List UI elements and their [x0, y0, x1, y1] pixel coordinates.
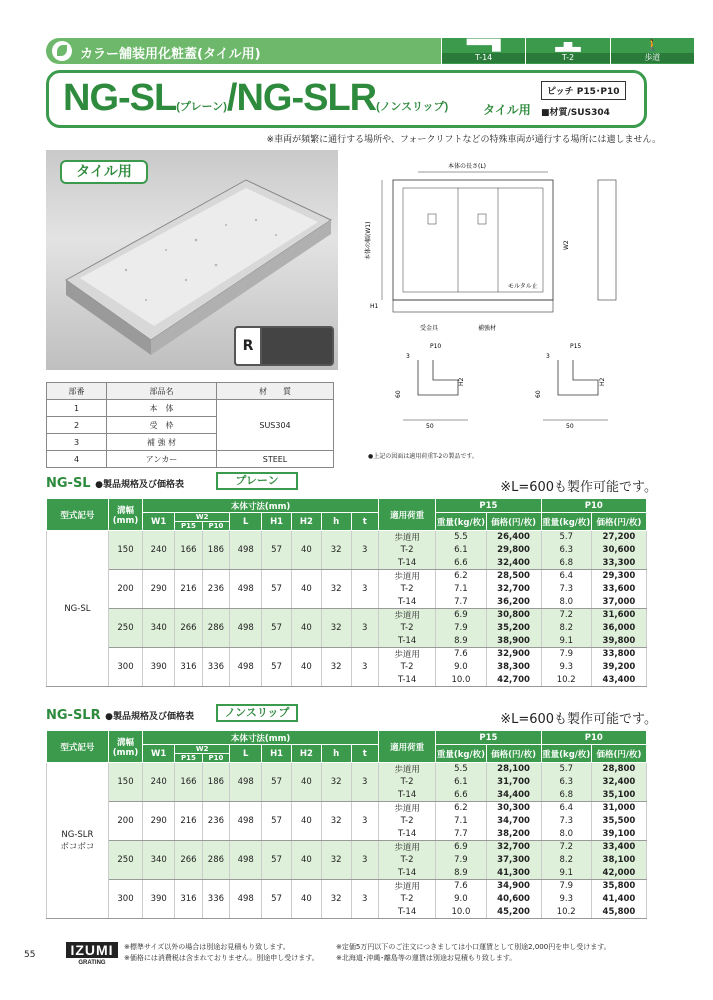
technical-drawing [358, 150, 648, 460]
label-dim-60a: 60 [395, 390, 402, 398]
pedestrian-icon: 🚶 [645, 39, 660, 52]
table-row: 250 340 266 286 498 57 40 32 3 歩道用 6.9 32,700 7.2 33,400 [47, 841, 647, 854]
header-model: 型式記号 [47, 731, 109, 763]
brand-logo: IZUMI GRATING [66, 942, 118, 968]
header-p10: P10 [541, 499, 646, 513]
label-dim-50a: 50 [426, 423, 434, 430]
footer [24, 942, 647, 972]
label-body-length: 本体の長さ(L) [448, 163, 487, 170]
label-receiver: 受金具 [420, 325, 439, 332]
parts-header-name: 部品名 [107, 383, 217, 400]
table-row: T-2 6.1 31,700 6.3 32,400 [47, 776, 647, 789]
sl-note: ※L=600も製作可能です。 [500, 480, 657, 495]
header-width: 溝幅(mm) [108, 731, 142, 763]
category-title: カラー舗装用化粧蓋(タイル用) [80, 47, 261, 62]
table-row: T-14 10.0 42,700 10.2 43,400 [47, 674, 647, 687]
slr-section-heading: NG-SLR ●製品規格及び価格表 [46, 708, 194, 723]
r-label: R [234, 326, 262, 366]
parts-header-no: 部番 [47, 383, 107, 400]
sl-tag: プレーン [216, 472, 298, 490]
table-row: 200 290 216 236 498 57 40 32 3 歩道用 6.2 30,300 6.4 31,000 [47, 802, 647, 815]
label-reinforce: 補強材 [478, 325, 497, 332]
table-row: T-2 6.1 29,800 6.3 30,600 [47, 544, 647, 557]
parts-row: 4 アンカー STEEL [47, 451, 334, 468]
car-icon: ▃▆▃ [555, 39, 581, 52]
table-row: NG-SLR ボコボコ 150 240 166 186 498 57 40 32 3 歩道用 5.5 28,100 5.7 28,800 [47, 763, 647, 776]
table-row: T-14 10.0 45,200 10.2 45,800 [47, 906, 647, 919]
slr-tag: ノンスリップ [216, 704, 298, 722]
footer-notes-right: ※定価5万円以下のご注文につきましては小口運賃として別途2,000円を申し受けます。 ※北海道･沖縄･離島等の運賃は別途お見積もり致します。 [336, 943, 611, 962]
drawing-svg [358, 150, 648, 460]
parts-row: 2 受 枠 [47, 417, 334, 434]
header-load: 適用荷重 [378, 731, 435, 763]
table-row: T-2 7.1 34,700 7.3 35,500 [47, 815, 647, 828]
parts-header-material: 材 質 [217, 383, 334, 400]
label-h1: H1 [370, 303, 379, 310]
category-badge [46, 38, 441, 64]
table-row: T-14 6.6 34,400 6.8 35,100 [47, 789, 647, 802]
pitch-badge: ピッチ P15･P10 [541, 81, 626, 100]
load-icon-pedestrian: 🚶 歩道 [610, 38, 694, 64]
table-row: T-2 9.0 38,300 9.3 39,200 [47, 661, 647, 674]
table-row: T-14 8.9 41,300 9.1 42,000 [47, 867, 647, 880]
title-box [46, 70, 647, 128]
slr-spec-table: 型式記号 溝幅(mm) 本体寸法(mm) 適用荷重 P15 P10 W1 W2 L H1 H2 h t 重量(kg/枚) 価格(円/枚) 重量(kg/枚) 価格(円/枚) P15 P10 NG-SLR ボコボコ 150 240 166 186 498 57 40 32 3 歩道用 5.5 28,100 5.7 28,800 T-2 6.1 31,700 6.3 32,400 T-14 6.6 34,400 6.8 35,100 200 290 216 236 498 57 40 32 3 歩道用 6.2 30,300 6.4 31,000 T-2 7.1 34,700 7.3 35,500 T-14 7.7 38,200 8.0 39,100 250 340 266 286 498 57 40 32 3 歩道用 6.9 32,700 7.2 33,400 T-2 7.9 37,300 8.2 38,100 T-14 8.9 41,300 9.1 42,000 300 390 316 336 498 57 40 32 3 歩道用 7.6 34,900 7.9 35,800 T-2 9.0 40,600 9.3 41,400 T-14 10.0 45,200 10.2 45,800 [46, 730, 647, 919]
truck-icon: ▀▀▀█ [466, 39, 501, 52]
photo-label: タイル用 [60, 160, 148, 184]
page-title: NG-SL(プレーン)/NG-SLR(ノンスリップ) [63, 77, 449, 119]
title-use: タイル用 [483, 103, 531, 117]
footer-notes-left: ※標準サイズ以外の場合は別途お見積もり致します。 ※価格には消費税は含まれておりません。別途申し受けます。 [124, 943, 319, 962]
table-row: NG-SL 150 240 166 186 498 57 40 32 3 歩道用 5.5 26,400 5.7 27,200 [47, 531, 647, 544]
label-dim-50b: 50 [566, 423, 574, 430]
label-dim-3a: 3 [406, 353, 410, 360]
model-cell: NG-SL [47, 531, 109, 687]
page-number: 55 [24, 950, 36, 960]
load-icon-t2: ▃▆▃ T-2 [525, 38, 609, 64]
label-w2: W2 [563, 240, 570, 250]
drawing-note: ●上記の図面は適用荷重T-2の製品です。 [368, 453, 478, 460]
table-row: T-14 8.9 38,900 9.1 39,800 [47, 635, 647, 648]
sl-section-heading: NG-SL ●製品規格及び価格表 [46, 476, 184, 491]
table-row: T-2 7.1 32,700 7.3 33,600 [47, 583, 647, 596]
label-h2b: H2 [599, 377, 606, 386]
material-label: ■材質/SUS304 [541, 108, 610, 118]
table-row: T-2 9.0 40,600 9.3 41,400 [47, 893, 647, 906]
label-dim-60b: 60 [535, 390, 542, 398]
sl-spec-table: 型式記号 溝幅(mm) 本体寸法(mm) 適用荷重 P15 P10 W1 W2 L H1 H2 h t 重量(kg/枚) 価格(円/枚) 重量(kg/枚) 価格(円/枚) P15 P10 NG-SL 150 240 166 186 498 57 40 32 3 歩道用 5.5 26,400 5.7 27,200 T-2 6.1 29,800 6.3 30,600 T-14 6.6 32,400 6.8 33,300 200 290 216 236 498 57 40 32 3 歩道用 6.2 28,500 6.4 29,300 T-2 7.1 32,700 7.3 33,600 T-14 7.7 36,200 8.0 37,000 250 340 266 286 498 57 40 32 3 歩道用 6.9 30,800 7.2 31,600 T-2 7.9 35,200 8.2 36,000 T-14 8.9 38,900 9.1 39,800 300 390 316 336 498 57 40 32 3 歩道用 7.6 32,900 7.9 33,800 T-2 9.0 38,300 9.3 39,200 T-14 10.0 42,700 10.2 43,400 [46, 498, 647, 687]
header-model: 型式記号 [47, 499, 109, 531]
label-p15: P15 [570, 343, 582, 350]
nonslip-detail [234, 326, 334, 366]
table-row: T-2 7.9 37,300 8.2 38,100 [47, 854, 647, 867]
category-bar [46, 38, 661, 66]
table-row: 300 390 316 336 498 57 40 32 3 歩道用 7.6 32,900 7.9 33,800 [47, 648, 647, 661]
label-p10: P10 [430, 343, 442, 350]
table-row: 250 340 266 286 498 57 40 32 3 歩道用 6.9 30,800 7.2 31,600 [47, 609, 647, 622]
label-h2a: H2 [458, 377, 465, 386]
table-row: 300 390 316 336 498 57 40 32 3 歩道用 7.6 34,900 7.9 35,800 [47, 880, 647, 893]
label-body-width: 本体の幅(W1) [365, 221, 372, 260]
header-p15: P15 [436, 731, 541, 745]
header-p10: P10 [541, 731, 646, 745]
table-row: 200 290 216 236 498 57 40 32 3 歩道用 6.2 28,500 6.4 29,300 [47, 570, 647, 583]
header-dims: 本体寸法(mm) [143, 731, 379, 745]
parts-row: 1 本 体 SUS304 [47, 400, 334, 417]
header-p15: P15 [436, 499, 541, 513]
slr-note: ※L=600も製作可能です。 [500, 712, 657, 727]
usage-warning: ※車両が頻繁に通行する場所や、フォークリフトなどの特殊車両が通行する場所には適しません。 [266, 135, 661, 145]
header-width: 溝幅(mm) [108, 499, 142, 531]
header-dims: 本体寸法(mm) [143, 499, 379, 513]
parts-row: 3 補 強 材 [47, 434, 334, 451]
table-row: T-14 7.7 38,200 8.0 39,100 [47, 828, 647, 841]
model-cell: NG-SLR ボコボコ [47, 763, 109, 919]
parts-table [46, 382, 334, 468]
label-mortar: モルタル止 [508, 283, 538, 290]
load-icon-t14: ▀▀▀█ T-14 [441, 38, 525, 64]
table-row: T-14 7.7 36,200 8.0 37,000 [47, 596, 647, 609]
label-dim-3b: 3 [546, 353, 550, 360]
load-icons [441, 38, 694, 64]
table-row: T-2 7.9 35,200 8.2 36,000 [47, 622, 647, 635]
header-load: 適用荷重 [378, 499, 435, 531]
product-photo [46, 150, 338, 370]
table-row: T-14 6.6 32,400 6.8 33,300 [47, 557, 647, 570]
leaf-icon [52, 41, 72, 61]
